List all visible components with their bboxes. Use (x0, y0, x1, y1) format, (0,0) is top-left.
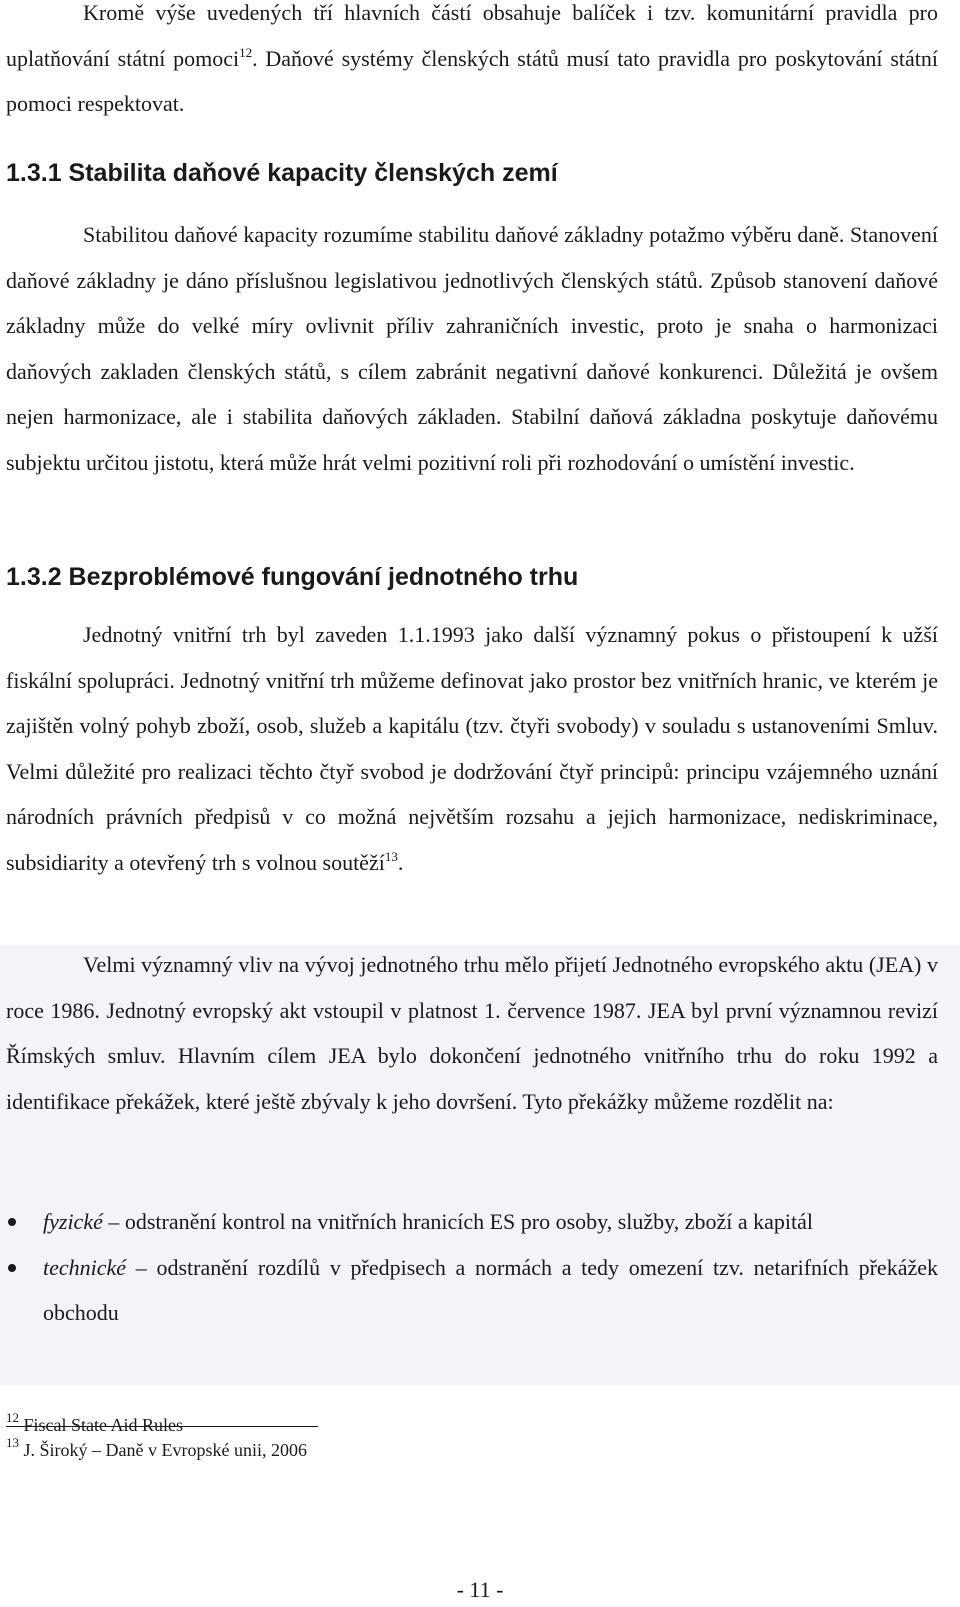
list-item (6, 1199, 938, 1245)
section-2-paragraph-1-text-b: . (397, 849, 404, 875)
footnote-ref-12[interactable]: 12 (239, 44, 253, 60)
footnote-12 (6, 1410, 183, 1436)
bullet-icon (8, 1264, 16, 1272)
footnote-text: J. Široký – Daně v Evropské unii, 2006 (19, 1440, 307, 1460)
footnote-number: 12 (6, 1410, 19, 1425)
intro-text-b: . Daňové systémy členských států musí tato pravidla pro poskytování státní pomoci respektovat. (6, 45, 938, 116)
list-item-text: – odstranění kontrol na vnitřních hranicích ES pro osoby, služby, zboží a kapitál (102, 1209, 814, 1234)
section-2-paragraph-1 (6, 612, 938, 885)
section-2-paragraph-2: Velmi významný vliv na vývoj jednotného trhu mělo přijetí Jednotného evropského aktu (JEA) v roce 1986. Jednotný evropský akt vstoupil v platnost 1. července 1987. JEA byl první významnou revizí Římských smluv. Hlavním cílem JEA bylo dokončení jednotného vnitřního trhu do roku 1992 a identifikace překážek, které ještě zbývaly k jeho dovršení. Tyto překážky můžeme rozdělit na: (6, 952, 938, 1114)
intro-paragraph (6, 0, 938, 127)
footnote-ref-13[interactable]: 13 (384, 848, 398, 864)
footnote-text: Fiscal State Aid Rules (19, 1415, 183, 1435)
list-item (6, 1245, 938, 1336)
list-item-term: technické (43, 1254, 127, 1280)
section-1-paragraph: Stabilitou daňové kapacity rozumíme stabilitu daňové základny potažmo výběru daně. Stanovení daňové základny je dáno příslušnou legislativou jednotlivých členských států. Způsob stanovení daňové základny může do velké míry ovlivnit příliv zahraničních investic, proto je snaha o harmonizaci daňových zakladen členských států, s cílem zabránit negativní daňové konkurenci. Důležitá je ovšem nejen harmonizace, ale i stabilita daňových základen. Stabilní daňová základna poskytuje daňovému subjektu určitou jistotu, která může hrát velmi pozitivní roli při rozhodování o umístění investic. (6, 222, 938, 475)
page-number: - 11 - (456, 1577, 504, 1602)
section-heading-1-3-2: 1.3.2 Bezproblémové fungování jednotného trhu (6, 563, 579, 591)
footnote-13 (6, 1435, 307, 1461)
obstacles-list (6, 1199, 938, 1336)
intro-text-a: Kromě výše uvedených tří hlavních částí obsahuje balíček i tzv. komunitární pravidla pro uplatňování státní pomoci (6, 0, 938, 71)
footnote-number: 13 (6, 1435, 19, 1450)
section-heading-1-3-1: 1.3.1 Stabilita daňové kapacity členských zemí (6, 159, 558, 187)
bullet-icon (8, 1218, 16, 1226)
list-item-text: – odstranění rozdílů v předpisech a normách a tedy omezení tzv. netarifních překážek obchodu (43, 1254, 938, 1325)
section-2-paragraph-1-text-a: Jednotný vnitřní trh byl zaveden 1.1.1993 jako další významný pokus o přistoupení k užší fiskální spolupráci. Jednotný vnitřní trh můžeme definovat jako prostor bez vnitřních hranic, ve kterém je zajištěn volný pohyb zboží, osob, služeb a kapitálu (tzv. čtyři svobody) v souladu s ustanoveními Smluv. Velmi důležité pro realizaci těchto čtyř svobod je dodržování čtyř principů: principu vzájemného uznání národních právních předpisů v co možná největším rozsahu a jejich harmonizace, nediskriminace, subsidiarity a otevřený trh s volnou soutěží (6, 622, 938, 875)
list-item-term: fyzické (43, 1209, 103, 1234)
